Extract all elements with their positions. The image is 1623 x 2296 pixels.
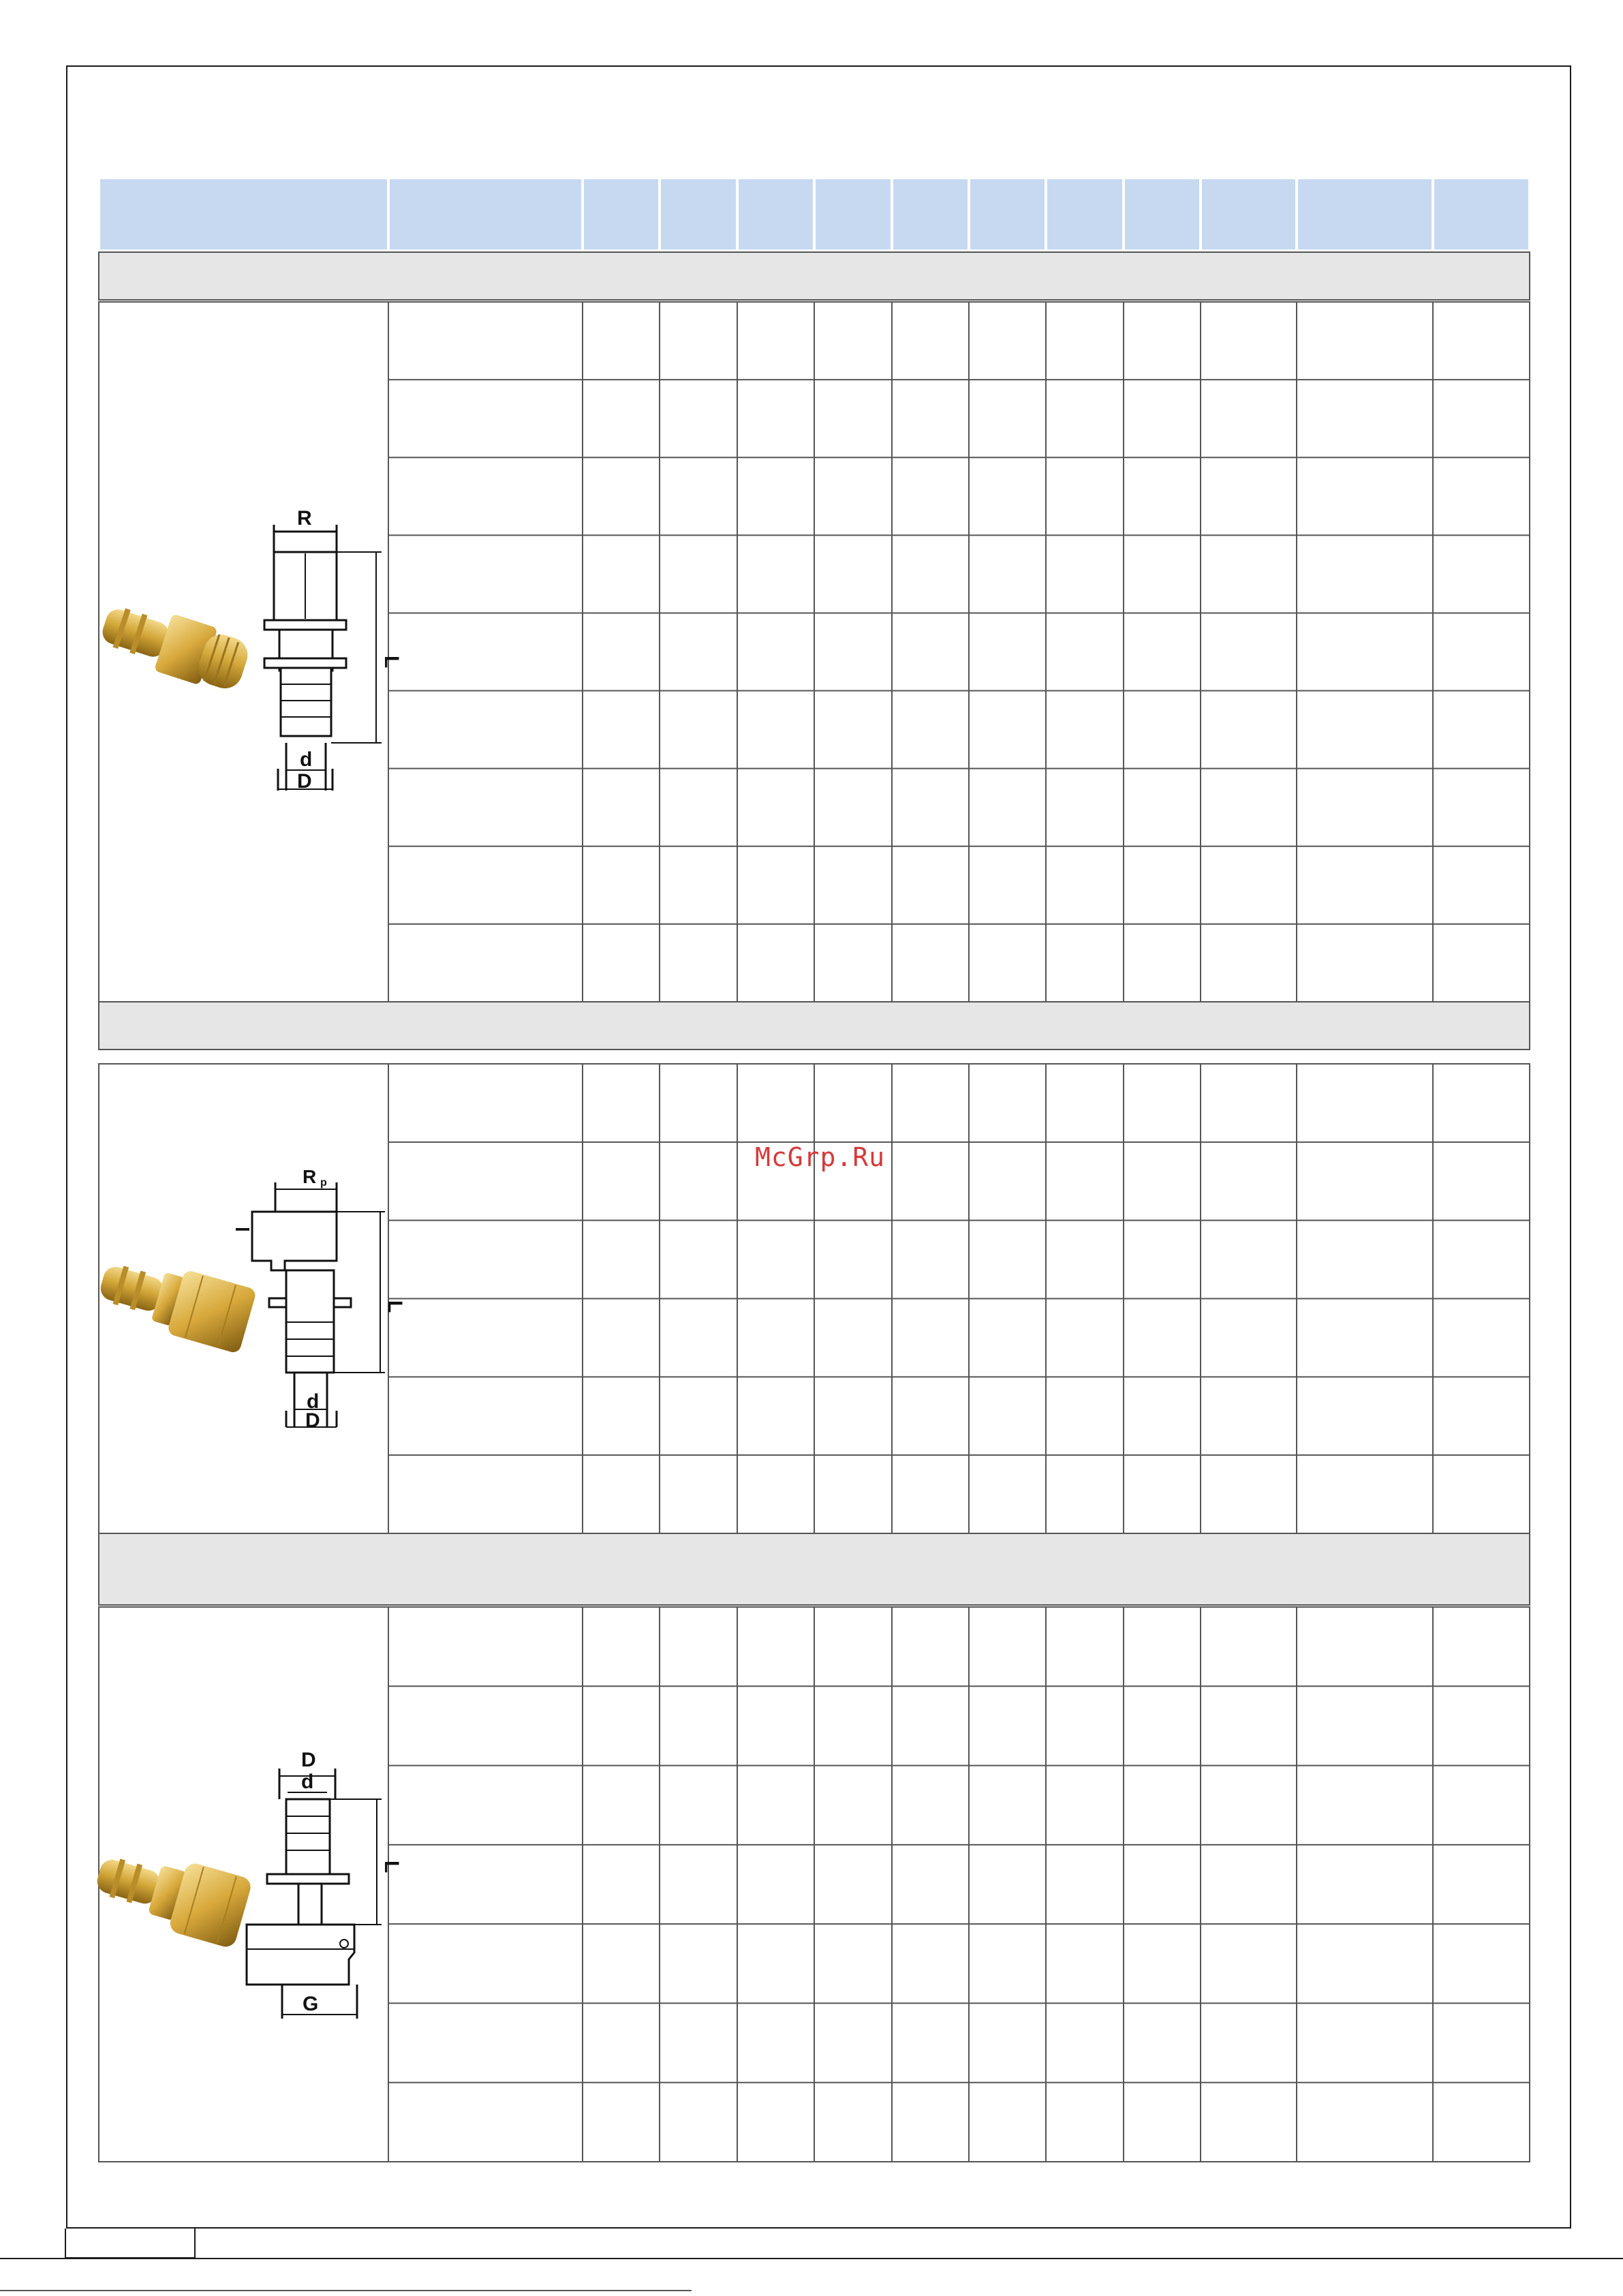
section-title-band — [99, 1533, 1530, 1605]
header-cell — [584, 179, 658, 249]
union-fitting-drawing — [247, 1769, 382, 2019]
header-cell — [100, 179, 387, 249]
header-cell — [739, 179, 813, 249]
header-cell — [390, 179, 581, 249]
header-cell — [1298, 179, 1432, 249]
union-fitting-photo — [89, 1839, 253, 1950]
label-l: l — [232, 1227, 253, 1232]
header-cell — [1125, 179, 1199, 249]
header-cell — [816, 179, 891, 249]
label-R: R — [297, 507, 312, 530]
section-title-band — [99, 1002, 1530, 1050]
label-d: d — [301, 1771, 314, 1793]
label-Rp: R — [303, 1166, 317, 1187]
label-L: L — [380, 1861, 403, 1873]
header-cell — [970, 179, 1045, 249]
label-Rp-sub: p — [320, 1177, 327, 1189]
label-D: D — [301, 1749, 316, 1771]
label-L: L — [384, 1300, 406, 1313]
label-d: d — [300, 748, 313, 771]
watermark: McGrp.Ru — [755, 1142, 886, 1172]
header-cell — [1047, 179, 1122, 249]
label-L: L — [380, 656, 403, 669]
label-D: D — [305, 1409, 320, 1432]
label-D: D — [297, 770, 312, 793]
header-cell — [1434, 179, 1528, 249]
label-G: G — [303, 1993, 319, 2015]
male-fitting-drawing — [264, 525, 382, 791]
header-cell — [661, 179, 736, 249]
section-title-band — [99, 252, 1530, 300]
female-fitting-photo — [93, 1249, 257, 1354]
header-cell — [1202, 179, 1295, 249]
label-d: d — [307, 1390, 320, 1413]
header-cell — [893, 179, 968, 249]
male-fitting-photo — [95, 594, 253, 697]
